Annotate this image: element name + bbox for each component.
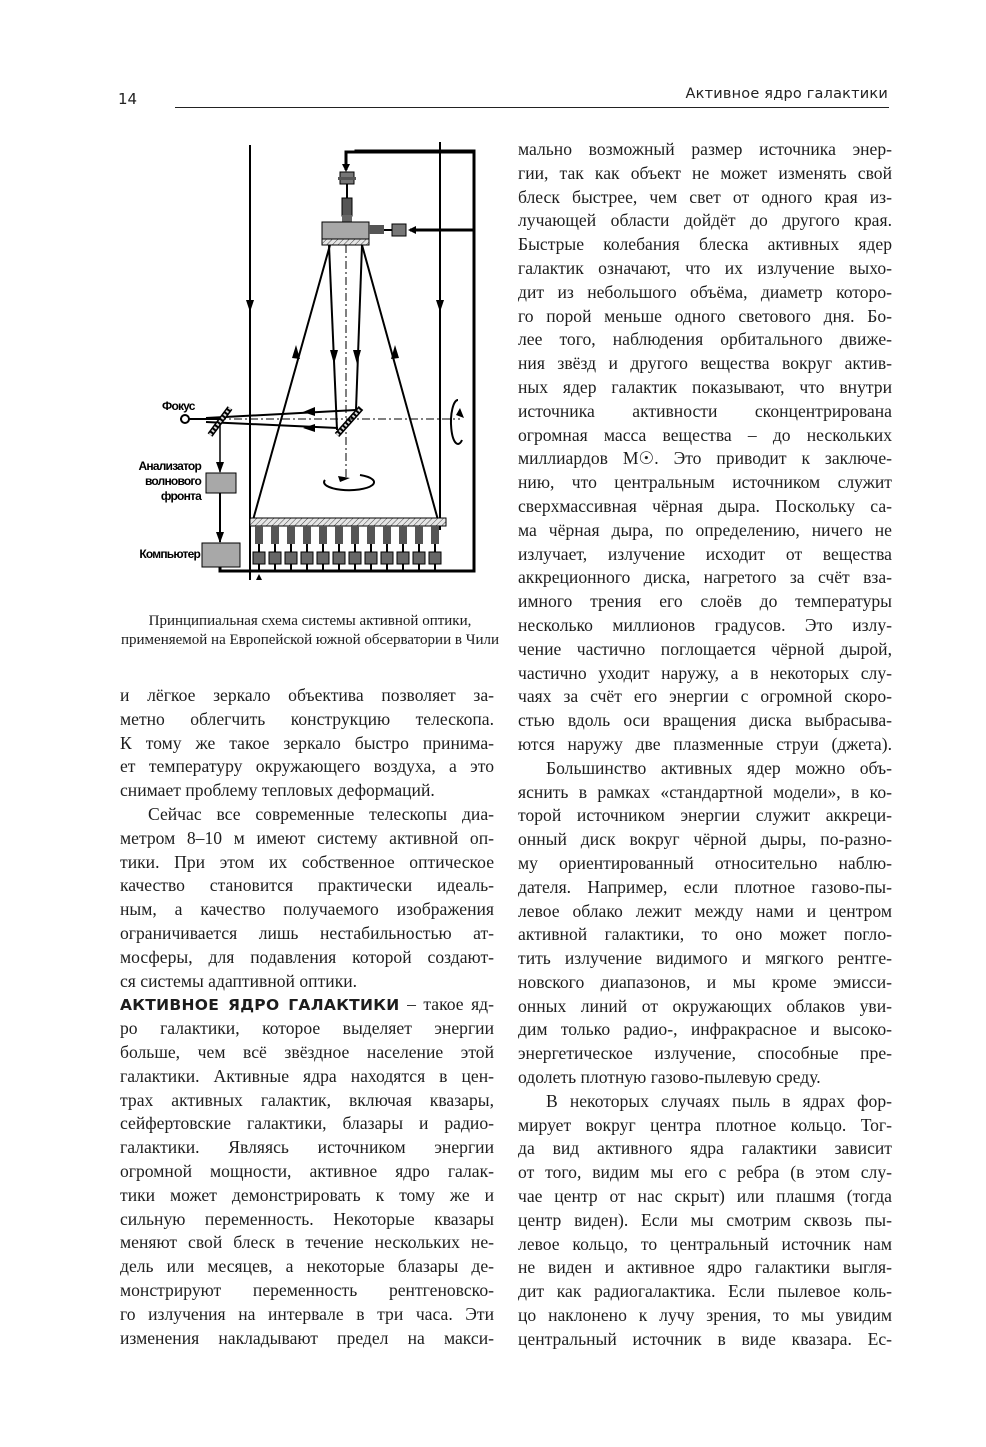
text-line: яснить в рамках «стандартной модели», в ко-	[518, 781, 892, 802]
text-line: сильную переменность. Некоторые квазары	[120, 1208, 494, 1229]
text-line: изменения накладывают предел на макси-	[120, 1327, 494, 1348]
text-line: дит как радиогалактика. Если пылевое коль-	[518, 1281, 892, 1302]
text-line: мирует вокруг центра плотное кольцо. Тог-	[518, 1114, 892, 1135]
active-optics-diagram	[120, 140, 500, 680]
text-line: несколько миллионов градусов. Это излу-	[518, 614, 892, 635]
text-line: монстрируют переменность рентгеновско-	[120, 1279, 494, 1300]
text-line: больше, чем всё звёздное население этой	[120, 1041, 494, 1062]
text-line: торой источником энергии служит аккреци-	[518, 805, 892, 826]
text-line: сверхмассивная чёрная дыра. Поскольку са-	[518, 495, 892, 516]
text-line: К тому же такое зеркало быстро принима-	[120, 732, 494, 753]
text-line: имного трения его слоёв до температуры	[518, 591, 892, 612]
text-line: аккреционного диска, нагретого за счёт вза-	[518, 567, 892, 588]
text-line: гии, так как объект не может изменять свой	[518, 162, 892, 183]
text-line: лее того, наблюдения орбитального движе-	[518, 329, 892, 350]
text-line: снимает проблему тепловых деформаций.	[120, 780, 435, 801]
text-line: ма чёрная дыра, по определению, ничего не	[518, 519, 892, 540]
label-analyzer-2: волнового	[145, 474, 201, 488]
text-line: лучающей области дойдёт до другого края.	[518, 210, 892, 231]
page-number: 14	[118, 90, 138, 108]
text-line: одолеть плотную газово-пылевую среду.	[518, 1067, 821, 1088]
text-line: источника активности сконцентрирована	[518, 400, 892, 421]
header-rule	[175, 107, 889, 108]
text-line: дит из небольшого объёма, диаметр которо-	[518, 281, 892, 302]
text-line: дим только радио-, инфракрасное и высоко-	[518, 1019, 892, 1040]
label-analyzer-1: Анализатор	[138, 459, 201, 473]
text-line: нию, что центральным источником служит	[518, 472, 892, 493]
text-line: ются наружу две плазменные струи (джета).	[518, 733, 892, 754]
text-line: галактики. Активные ядра находятся в цен-	[120, 1065, 494, 1086]
text-line: чае центр от нас скрыт) или плашмя (тогда	[518, 1186, 892, 1207]
text-line: цо наклонено к лучу зрения, то мы увидим	[518, 1305, 892, 1326]
text-line: ся системы адаптивной оптики.	[120, 970, 358, 991]
text-line: Большинство активных ядер можно объ-	[546, 757, 892, 778]
text-line: дель или месяцев, а некоторые блазары де-	[120, 1256, 494, 1277]
label-analyzer-3: фронта	[160, 489, 201, 503]
text-line: энергетическое излучение, способные пре-	[518, 1043, 892, 1064]
text-line: сейфертовские галактики, блазары и радио-	[120, 1113, 494, 1134]
text-line: го излучения на интервале в три часа. Эти	[120, 1303, 494, 1324]
label-focus: Фокус	[162, 399, 195, 413]
running-head: Активное ядро галактики	[685, 86, 888, 102]
text-line: да вид активного ядра галактики зависит	[518, 1138, 892, 1159]
label-computer: Компьютер	[139, 547, 200, 561]
entry-first-line: АКТИВНОЕ ЯДРО ГАЛАКТИКИ – такое яд-	[120, 994, 494, 1015]
text-line: частично уходит наружу, а в некоторых слу-	[518, 662, 892, 683]
text-line: чение частично поглощается чёрной дырой,	[518, 638, 892, 659]
entry-term: АКТИВНОЕ ЯДРО ГАЛАКТИКИ	[120, 996, 400, 1015]
figure-caption: Принципиальная схема системы активной оптики, применяемой на Европейской южной обсерватории в Чили	[121, 613, 499, 648]
text-line: новского диапазонов, и мы кроме эмисси-	[518, 971, 892, 992]
text-line: тики. При этом их собственное оптическое	[120, 851, 494, 872]
text-line: дателя. Например, если плотное газово-пы-	[518, 876, 892, 897]
text-line: меняют свой блеск в течение нескольких не-	[120, 1232, 494, 1253]
text-line: качество становится практически идеаль-	[120, 875, 494, 896]
text-line: В некоторых случаях пыль в ядрах фор-	[546, 1090, 892, 1111]
text-line: центр виден). Если мы смотрим сквозь пы-	[518, 1209, 892, 1230]
text-line: ограничивается лишь нестабильностью ат-	[120, 922, 494, 943]
text-line: метром 8–10 м имеют систему активной оп-	[120, 827, 494, 848]
text-line: онный диск вокруг чёрной дыры, по-разно-	[518, 829, 892, 850]
text-line: Сейчас все современные телескопы диа-	[148, 803, 494, 824]
text-line: тить излучение видимого и мягкого рентге-	[518, 948, 892, 969]
text-line: излучает, излучение исходит от вещества	[518, 543, 892, 564]
text-line: Быстрые колебания блеска активных ядер	[518, 234, 892, 255]
text-line: галактик означают, что их излучение выхо-	[518, 257, 892, 278]
right-column	[518, 138, 892, 1352]
text-line: ния звёзд и другого вещества вокруг актив-	[518, 353, 892, 374]
text-line: мально возможный размер источника энер-	[518, 139, 892, 159]
text-line: ным, а качество получаемого изображения	[120, 899, 494, 920]
text-line: левое облако лежит между нами и центром	[518, 900, 892, 921]
text-line: метно облегчить конструкцию телескопа.	[120, 708, 494, 729]
left-column	[120, 684, 494, 1350]
text-line: активной галактики, то оно может погло-	[518, 924, 892, 945]
text-line: и лёгкое зеркало объектива позволяет за-	[120, 685, 494, 705]
text-line: не виден и активное ядро галактики выгля-	[518, 1257, 892, 1278]
text-line: центральный источник в виде квазара. Ес-	[518, 1328, 892, 1349]
text-line: галактики. Являясь источником энергии	[120, 1137, 494, 1158]
text-line: ных ядер галактик показывают, что внутри	[518, 376, 892, 397]
text-line: миллиардов M☉. Это приводит к заключе-	[518, 448, 892, 469]
text-line: тики может демонстрировать к тому же и	[120, 1184, 494, 1205]
text-line: от того, видим мы его с ребра (в этом слу-	[518, 1162, 892, 1183]
text-line: огромная масса вещества – до нескольких	[518, 424, 892, 445]
text-line: блеск быстрее, чем свет от одного края из-	[518, 186, 892, 207]
text-line: левое кольцо, то центральный источник нам	[518, 1233, 892, 1254]
text-line: огромной мощности, активное ядро галак-	[120, 1160, 494, 1181]
text-line: стью вдоль оси вращения диска выбрасыва-	[518, 710, 892, 731]
text-line: ет температуру окружающего воздуха, а это	[120, 756, 494, 777]
text-line: му ориентированный относительно наблю-	[518, 852, 892, 873]
text-line: онных линий от окружающих облаков уви-	[518, 995, 892, 1016]
text-line: го порой меньше одного светового дня. Бо-	[518, 305, 892, 326]
text-line: чаях за счёт его энергии с огромной скоро-	[518, 686, 892, 707]
text-line: ро галактики, которое выделяет энергии	[120, 1018, 494, 1039]
text-line: мосферы, для подавления которой создают-	[120, 946, 494, 967]
text-line: трах активных галактик, включая квазары,	[120, 1089, 494, 1110]
